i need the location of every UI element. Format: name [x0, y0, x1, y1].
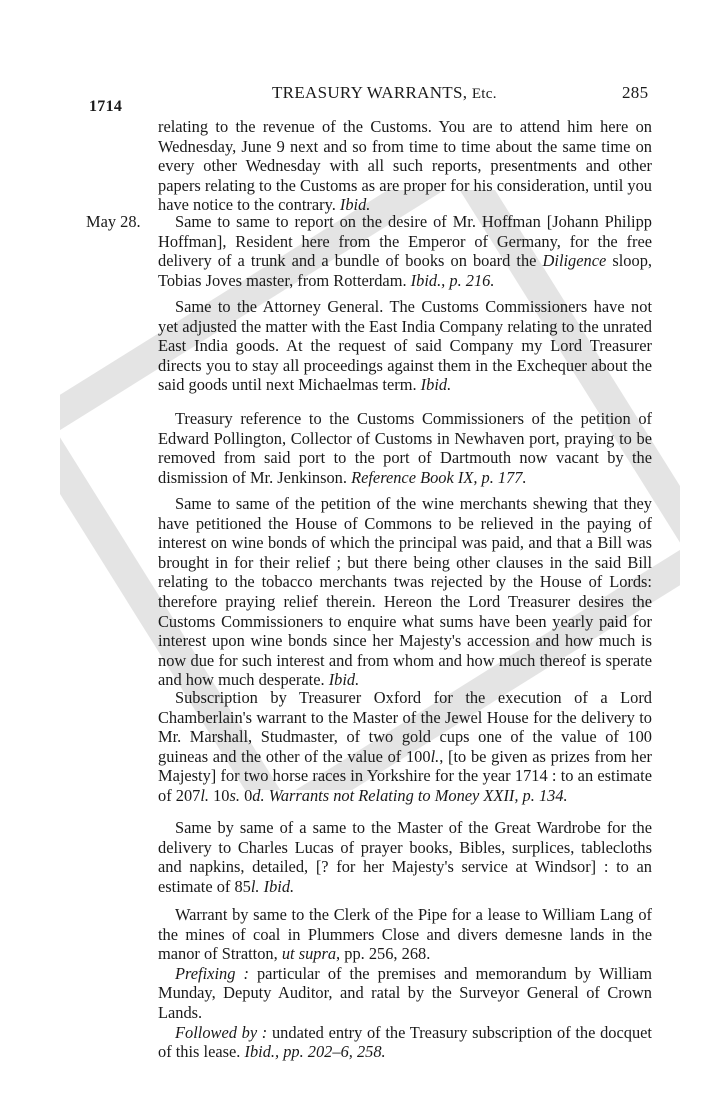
entry-8-followed-by: Followed by : undated entry of the Treasury subscription of the docquet of this lease. Ibid., pp. 202–6, 258.: [158, 1022, 652, 1062]
entry-8: Warrant by same to the Clerk of the Pipe for a lease to William Lang of the mines of coal in Plummers Close and divers demesne lands in the manor of Stratton, ut supra, pp. 256, 268. Prefixing : particular of the premises and memorandum by William Munday, Deputy Auditor, and ratal by the Surveyor General of Crown Lands. Followed by : undated entry of the Treasury subscription of the docquet of this lease. Ibid., pp. 202–6, 258.: [158, 905, 652, 1062]
entry-7: Same by same of a same to the Master of the Great Wardrobe for the delivery to Charles Lucas of prayer books, Bibles, surplices, tablecloths and napkins, detailed, [? for her Majesty's service at Windsor] : to an estimate of 85l. Ibid.: [158, 818, 652, 896]
entry-6: Subscription by Treasurer Oxford for the execution of a Lord Chamberlain's warrant to the Master of the Jewel House for the delivery to Mr. Marshall, Studmaster, of two gold cups one of the value of 100 guineas and the other of the value of 100l., [to be given as prizes from her Majesty] for two horse races in Yorkshire for the year 1714 : to an estimate of 207l. 10s. 0d. Warrants not Relating to Money XXII, p. 134.: [158, 688, 652, 805]
entry-8-prefixing: Prefixing : particular of the premises and memorandum by William Munday, Deputy Auditor, and ratal by the Surveyor General of Crown Lands.: [158, 963, 652, 1022]
page-number: 285: [622, 83, 649, 102]
entry-2: Same to same to report on the desire of Mr. Hoffman [Johann Philipp Hoffman], Resident here from the Emperor of Germany, for the free delivery of a trunk and a bundle of books on board the Diligence sloop, Tobias Joves master, from Rotterdam. Ibid., p. 216.: [158, 212, 652, 290]
date-may-28: May 28.: [86, 212, 141, 231]
running-header: [0, 83, 726, 115]
entry-1: relating to the revenue of the Customs. You are to attend him here on Wednesday, June 9 next and so from time to time about the same time on every other Wednesday with all such reports, presentments and other papers relating to the Customs as are proper for his consideration, until you have notice to the contrary. Ibid.: [158, 117, 652, 215]
entry-3: Same to the Attorney General. The Customs Commissioners have not yet adjusted the matter with the East India Company relating to the unrated East India goods. At the request of said Company my Lord Treasurer directs you to stay all proceedings against them in the Exchequer about the said goods until next Michaelmas term. Ibid.: [158, 297, 652, 395]
entry-4: Treasury reference to the Customs Commissioners of the petition of Edward Pollington, Collector of Customs in Newhaven port, praying to be removed from said port to the port of Dartmouth now vacant by the dismission of Mr. Jenkinson. Reference Book IX, p. 177.: [158, 409, 652, 487]
header-title: TREASURY WARRANTS, Etc.: [272, 83, 497, 102]
header-year: 1714: [89, 98, 123, 115]
entry-5: Same to same of the petition of the wine merchants shewing that they have petitioned the House of Commons to be relieved in the paying of interest on wine bonds of which the principal was paid, and that a Bill was brought in for their relief ; but there being other clauses in the said Bill relating to the tobacco merchants twas rejected by the House of Lords: therefore praying relief therein. Hereon the Lord Treasurer desires the Customs Commissioners to enquire what sums have been yearly paid for interest upon wine bonds since her Majesty's accession and how much is now due for such interest and from whom and how much thereof is sperate and how much desperate. Ibid.: [158, 494, 652, 690]
